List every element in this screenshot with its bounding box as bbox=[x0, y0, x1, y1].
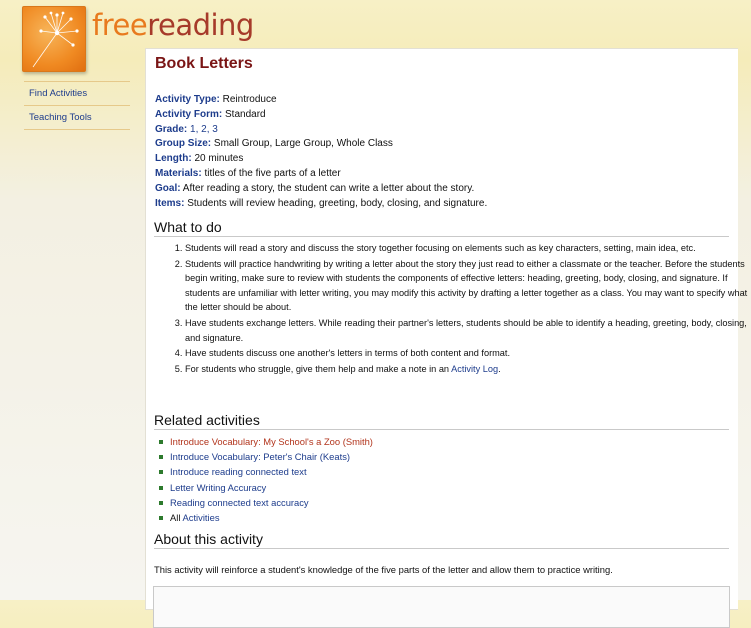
about-text: This activity will reinforce a student's knowledge of the five parts of the letter and allow them to practice writing. bbox=[154, 564, 613, 575]
related-item bbox=[156, 480, 373, 495]
related-list bbox=[156, 434, 373, 525]
activity-log-link[interactable]: Activity Log bbox=[451, 363, 499, 374]
meta-key: Activity Form: bbox=[155, 108, 223, 120]
grade-link[interactable]: 1, 2, 3 bbox=[190, 123, 218, 135]
page-title: Book Letters bbox=[155, 55, 253, 72]
logo-reading-text: reading bbox=[147, 8, 254, 42]
related-item bbox=[156, 510, 373, 525]
step-item: 2. Students will practice handwriting by writing a letter about the story they just read to either a classmate or the teacher. Before the students begin writing, make sure to review with students the components of effective letters: heading, greeting, body, closing, and signature. If students are unfamiliar with letter writing, you may modify this activity by drafting a letter together as a class. You may want to specify what the letter should be about. bbox=[185, 257, 751, 315]
all-prefix: All bbox=[170, 512, 181, 524]
meta-value: Students will review heading, greeting, body, closing, and signature. bbox=[187, 197, 488, 209]
meta-key: Goal: bbox=[155, 182, 181, 194]
meta-value: 20 minutes bbox=[194, 153, 244, 165]
meta-value: titles of the five parts of a letter bbox=[204, 167, 341, 179]
step-item: 4. Have students discuss one another's letters in terms of both content and format. bbox=[185, 346, 751, 361]
steps-list bbox=[156, 241, 751, 377]
related-item bbox=[156, 495, 373, 510]
meta-value: Reintroduce bbox=[222, 94, 277, 105]
meta-value: After reading a story, the student can write a letter about the story. bbox=[182, 182, 475, 194]
related-link[interactable]: Reading connected text accuracy bbox=[170, 496, 309, 508]
sidebar-item-find-activities[interactable]: Find Activities bbox=[24, 81, 130, 105]
step-item: 1. Students will read a story and discuss the story together focusing on elements such as key characters, setting, main idea, etc. bbox=[185, 241, 751, 256]
step5-text: For students who struggle, give them help and make a note in an bbox=[185, 363, 450, 374]
meta-key: Group Size: bbox=[155, 138, 212, 150]
sidebar-item-teaching-tools[interactable]: Teaching Tools bbox=[24, 105, 130, 130]
related-item bbox=[156, 464, 373, 479]
what-to-do-heading: What to do bbox=[154, 219, 729, 237]
logo-dandelion-icon[interactable] bbox=[22, 6, 86, 72]
comments-box bbox=[153, 586, 730, 628]
related-link[interactable]: Introduce Vocabulary: My School's a Zoo (Smith) bbox=[170, 436, 373, 447]
related-item bbox=[156, 449, 373, 464]
meta-value: Small Group, Large Group, Whole Class bbox=[213, 138, 393, 150]
step-item bbox=[185, 362, 751, 377]
meta-value: Standard bbox=[225, 108, 266, 120]
meta-key: Materials: bbox=[155, 167, 202, 179]
site-logo[interactable] bbox=[92, 8, 254, 42]
meta-key: Activity Type: bbox=[155, 94, 220, 105]
meta-group-size bbox=[155, 137, 487, 152]
activity-meta bbox=[155, 93, 487, 211]
related-link[interactable]: Introduce reading connected text bbox=[170, 466, 307, 478]
main-content bbox=[145, 48, 748, 610]
meta-key: Grade: bbox=[155, 123, 188, 135]
meta-items bbox=[155, 197, 487, 212]
meta-length bbox=[155, 152, 487, 167]
related-link[interactable]: Letter Writing Accuracy bbox=[170, 481, 267, 493]
related-item bbox=[156, 434, 373, 449]
logo-free-text: free bbox=[92, 8, 148, 42]
about-heading: About this activity bbox=[154, 531, 729, 549]
meta-grade bbox=[155, 123, 487, 138]
sidebar-nav bbox=[24, 81, 130, 130]
all-activities-link[interactable]: Activities bbox=[182, 512, 220, 524]
meta-materials bbox=[155, 167, 487, 182]
meta-goal bbox=[155, 182, 487, 197]
step-item: 3. Have students exchange letters. While reading their partner's letters, students should be able to identify a heading, greeting, body, closing, and signature. bbox=[185, 316, 751, 345]
meta-key: Length: bbox=[155, 153, 192, 165]
meta-activity-type bbox=[155, 93, 487, 108]
meta-key: Items: bbox=[155, 197, 185, 209]
step5-end: . bbox=[498, 363, 501, 374]
related-activities-heading: Related activities bbox=[154, 412, 729, 430]
related-link[interactable]: Introduce Vocabulary: Peter's Chair (Keats) bbox=[170, 451, 351, 463]
meta-activity-form bbox=[155, 108, 487, 123]
